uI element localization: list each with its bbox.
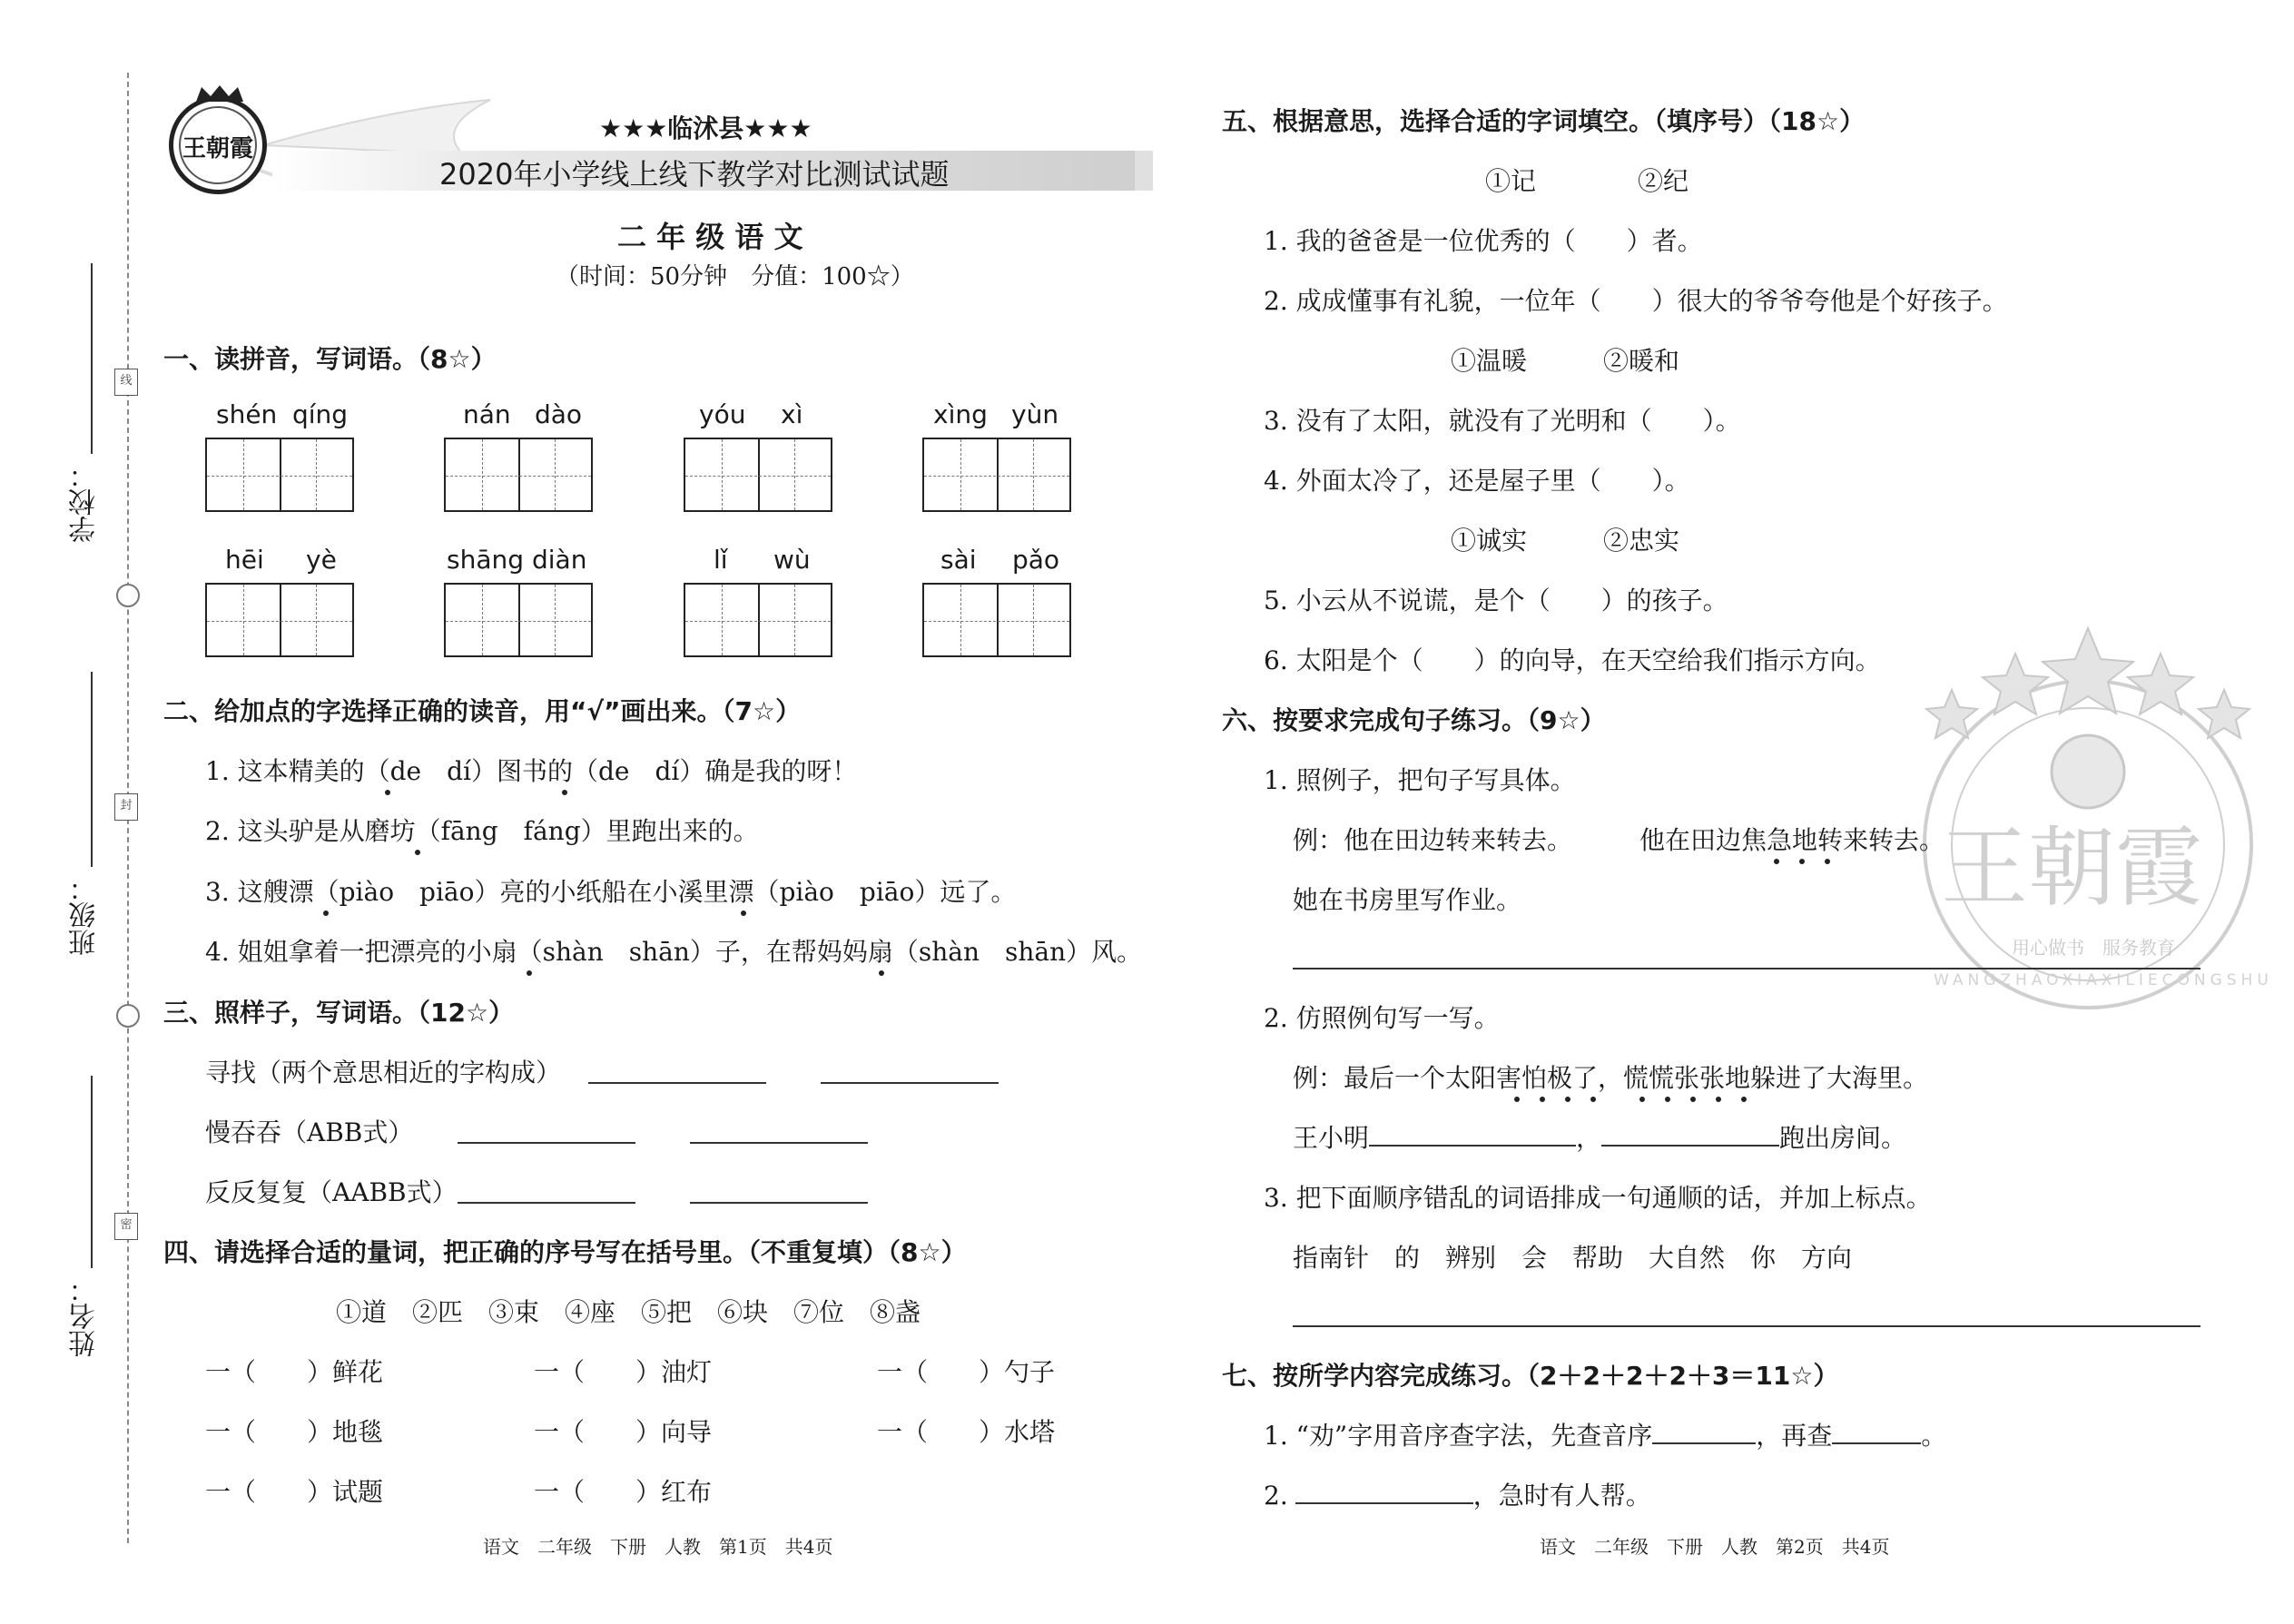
seal-mi: 密 — [114, 1213, 138, 1240]
class-label: 班级： — [69, 874, 101, 956]
question-line: 1. 照例子，把句子写具体。 — [1264, 765, 1576, 795]
question-line: 5. 小云从不说谎，是个（ ）的孩子。 — [1264, 586, 1728, 615]
task-comma: ， — [1576, 1123, 1602, 1153]
emphasis-dot — [1514, 1097, 1520, 1102]
subject-title: 二 年 级 语 文 — [617, 220, 803, 254]
pinyin: shén — [216, 399, 278, 429]
question-line: 4. 外面太冷了，还是屋子里（ ）。 — [1264, 466, 1690, 496]
writing-grid[interactable] — [444, 583, 593, 657]
pinyin: lǐ — [714, 545, 728, 575]
pinyin: xì — [781, 399, 803, 429]
emphasis-dot — [1590, 1097, 1596, 1102]
seal-xian: 线 — [114, 369, 138, 396]
emphasis-dot — [385, 790, 390, 795]
watermark-name: 王朝霞 — [1941, 817, 2202, 919]
answer-blank[interactable] — [1601, 1123, 1779, 1147]
section-7-title: 七、按所学内容完成练习。（2＋2＋2＋2＋3＝11☆） — [1222, 1361, 1839, 1391]
fill-item[interactable]: 一（ ）勺子 — [877, 1357, 1056, 1387]
section-1-title: 一、读拼音，写词语。（8☆） — [163, 344, 497, 374]
emphasis-dot — [323, 910, 329, 916]
writing-grid[interactable] — [205, 583, 354, 657]
crown-icon — [194, 84, 245, 103]
example-sentence-expanded: 他在田边焦急地转来转去。 — [1639, 825, 1945, 855]
emphasis-dot — [1716, 1097, 1721, 1102]
pinyin: xìng — [933, 399, 988, 429]
fill-item[interactable]: 一（ ）油灯 — [534, 1357, 713, 1387]
question-line: 6. 太阳是个（ ）的向导，在天空给我们指示方向。 — [1264, 645, 1881, 675]
question-line: 慢吞吞（ABB式） — [205, 1117, 414, 1147]
question-line: 2. 这头驴是从磨坊（fāng fáng）里跑出来的。 — [205, 816, 759, 846]
fill-item[interactable]: 一（ ）鲜花 — [205, 1357, 384, 1387]
pinyin: yè — [306, 545, 337, 575]
pinyin: dào — [535, 399, 583, 429]
fill-item[interactable]: 一（ ）红布 — [534, 1477, 713, 1507]
fill-item[interactable]: 一（ ）试题 — [205, 1477, 384, 1507]
school-label: 学校： — [69, 461, 101, 543]
question-line: 2. 仿照例句写一写。 — [1264, 1003, 1500, 1033]
task-sentence: 她在书房里写作业。 — [1293, 885, 1522, 915]
question-text: ，再查 — [1756, 1421, 1833, 1451]
page-footer-left: 语文 二年级 下册 人教 第1页 共4页 — [483, 1536, 833, 1558]
pinyin: shāng — [447, 545, 525, 575]
section-3-title: 三、照样子，写词语。（12☆） — [163, 998, 515, 1028]
answer-blank[interactable] — [588, 1082, 766, 1084]
question-line: 4. 姐姐拿着一把漂亮的小扇（shàn shān）子，在帮妈妈扇（shàn shān）风。 — [205, 937, 1143, 967]
emphasis-dot — [1799, 859, 1805, 864]
pinyin: wù — [773, 545, 811, 575]
school-field[interactable] — [91, 263, 93, 454]
question-text: ，急时有人帮。 — [1472, 1481, 1651, 1511]
question-line: 1. 这本精美的（de dí）图书的（de dí）确是我的呀！ — [205, 756, 858, 786]
emphasis-dot — [1665, 1097, 1670, 1102]
emphasis-dot — [1741, 1097, 1747, 1102]
writing-grid[interactable] — [684, 583, 832, 657]
section-5-title: 五、根据意思，选择合适的字词填空。（填序号）（18☆） — [1222, 106, 1866, 136]
question-text: 1. “劝”字用音序查字法，先查音序 — [1264, 1421, 1653, 1451]
choice-options: ①温暖 ②暖和 — [1451, 346, 1680, 376]
pinyin: qíng — [292, 399, 349, 429]
answer-blank[interactable] — [1832, 1421, 1921, 1444]
answer-blank[interactable] — [821, 1082, 999, 1084]
pinyin: hēi — [225, 545, 264, 575]
answer-line[interactable] — [1293, 1325, 2200, 1327]
emphasis-dot — [1639, 1097, 1645, 1102]
name-field[interactable] — [91, 1076, 93, 1268]
exam-meta: （时间：50分钟 分值：100☆） — [556, 263, 914, 290]
fill-item[interactable]: 一（ ）水塔 — [877, 1417, 1056, 1447]
answer-blank[interactable] — [690, 1142, 868, 1144]
task-subject: 王小明 — [1293, 1123, 1370, 1153]
answer-blank[interactable] — [1295, 1481, 1473, 1504]
emphasis-dot — [562, 790, 567, 795]
choice-options: ①记 ②纪 — [1485, 166, 1689, 196]
emphasis-dot — [1774, 859, 1779, 864]
emphasis-dot — [741, 910, 746, 916]
pinyin: diàn — [532, 545, 587, 575]
example-sentence: 例：他在田边转来转去。 — [1293, 825, 1573, 855]
question-line: 3. 这艘漂（piào piāo）亮的小纸船在小溪里漂（piào piāo）远了。 — [205, 877, 1017, 907]
name-label: 姓名： — [69, 1275, 101, 1357]
class-field[interactable] — [91, 672, 93, 867]
watermark-slogan: 用心做书 服务教育 — [2012, 937, 2175, 959]
question-line — [1264, 1416, 1946, 1452]
question-line: 3. 没有了太阳，就没有了光明和（ ）。 — [1264, 406, 1741, 436]
task-line — [1293, 1118, 1906, 1155]
question-line: 3. 把下面顺序错乱的词语排成一句通顺的话，并加上标点。 — [1264, 1183, 1932, 1213]
binding-hole — [116, 1004, 140, 1028]
question-line: 1. 我的爸爸是一位优秀的（ ）者。 — [1264, 226, 1703, 256]
county-title: ★★★临沭县★★★ — [599, 113, 812, 143]
writing-grid[interactable] — [922, 583, 1071, 657]
emphasis-dot — [1690, 1097, 1696, 1102]
seal-feng: 封 — [114, 793, 138, 821]
example-sentence: 例：最后一个太阳害怕极了，慌慌张张地躲进了大海里。 — [1293, 1063, 1929, 1093]
binding-hole — [116, 584, 140, 607]
section-6-title: 六、按要求完成句子练习。（9☆） — [1222, 705, 1606, 735]
emphasis-dot — [1825, 859, 1830, 864]
publisher-logo — [169, 96, 267, 194]
question-line: 寻找（两个意思相近的字构成） — [205, 1058, 562, 1088]
answer-blank[interactable] — [458, 1142, 635, 1144]
pinyin: yóu — [699, 399, 746, 429]
question-text: 。 — [1921, 1421, 1947, 1451]
fill-item[interactable]: 一（ ）地毯 — [205, 1417, 384, 1447]
emphasis-dot — [415, 850, 420, 855]
word-list: 指南针 的 辨别 会 帮助 大自然 你 方向 — [1293, 1243, 1853, 1273]
exam-title: 2020年小学线上线下教学对比测试试题 — [439, 157, 950, 192]
fill-item[interactable]: 一（ ）向导 — [534, 1417, 713, 1447]
answer-line[interactable] — [1293, 968, 2200, 969]
task-end: 跑出房间。 — [1779, 1123, 1907, 1153]
answer-blank[interactable] — [1369, 1123, 1576, 1147]
emphasis-dot — [1565, 1097, 1570, 1102]
emphasis-dot — [1540, 1097, 1545, 1102]
writing-grid[interactable] — [684, 438, 832, 512]
question-line: 2. 成成懂事有礼貌，一位年（ ）很大的爷爷夸他是个好孩子。 — [1264, 286, 2008, 316]
pinyin: sài — [940, 545, 977, 575]
logo-text: 王朝霞 — [182, 135, 253, 162]
section-2-title: 二、给加点的字选择正确的读音，用“√”画出来。（7☆） — [163, 696, 802, 726]
measure-word-options: ①道 ②匹 ③束 ④座 ⑤把 ⑥块 ⑦位 ⑧盏 — [336, 1297, 921, 1327]
emphasis-dot — [879, 970, 884, 976]
writing-grid[interactable] — [205, 438, 354, 512]
answer-blank[interactable] — [690, 1202, 868, 1204]
choice-options: ①诚实 ②忠实 — [1451, 526, 1680, 556]
question-line — [1264, 1476, 1651, 1512]
emphasis-dot — [527, 970, 532, 976]
pinyin: pǎo — [1012, 545, 1060, 575]
answer-blank[interactable] — [458, 1202, 635, 1204]
section-4-title: 四、请选择合适的量词，把正确的序号写在括号里。（不重复填）（8☆） — [163, 1237, 967, 1267]
page-footer-right: 语文 二年级 下册 人教 第2页 共4页 — [1540, 1536, 1890, 1558]
pinyin: nán — [463, 399, 511, 429]
writing-grid[interactable] — [444, 438, 593, 512]
question-line: 反反复复（AABB式） — [205, 1177, 458, 1207]
writing-grid[interactable] — [922, 438, 1071, 512]
watermark-arc-text: WANGZHAOXIAXILIECONGSHU — [1934, 971, 2273, 989]
question-text: 2. — [1264, 1481, 1288, 1511]
pinyin: yùn — [1011, 399, 1059, 429]
answer-blank[interactable] — [1652, 1421, 1756, 1444]
